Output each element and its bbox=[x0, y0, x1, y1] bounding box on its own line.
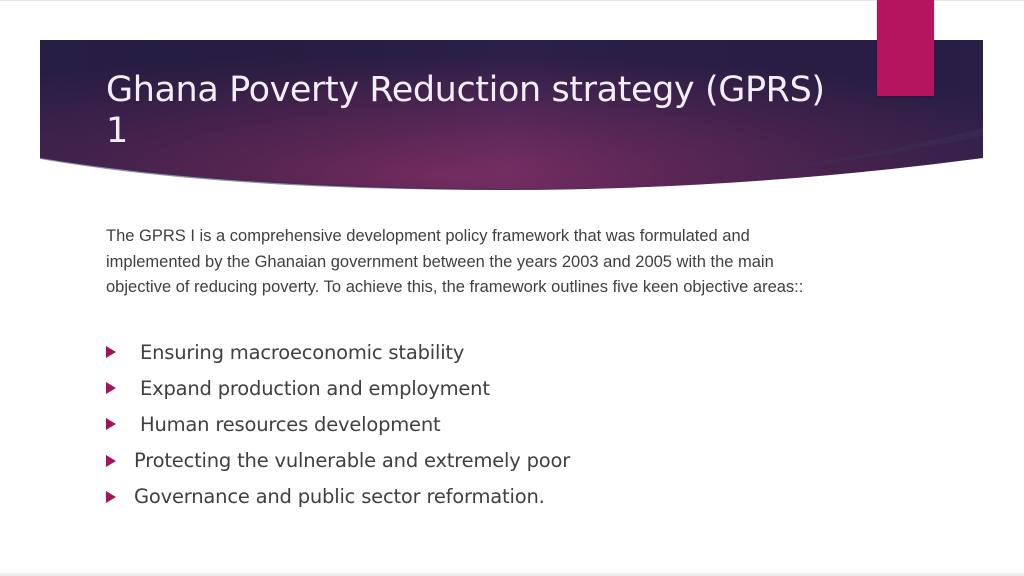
triangle-right-icon bbox=[106, 382, 116, 394]
triangle-right-icon bbox=[106, 418, 116, 430]
triangle-right-icon bbox=[106, 455, 116, 467]
objective-label: Expand production and employment bbox=[140, 376, 490, 400]
objective-label: Governance and public sector reformation. bbox=[134, 485, 545, 509]
objective-label: Protecting the vulnerable and extremely poor bbox=[134, 449, 571, 473]
top-border bbox=[0, 0, 1024, 1]
slide-title: Ghana Poverty Reduction strategy (GPRS) 1 bbox=[106, 70, 825, 151]
list-item bbox=[104, 370, 570, 406]
triangle-right-icon bbox=[106, 346, 116, 358]
objective-label: Human resources development bbox=[140, 412, 441, 436]
objectives-list bbox=[104, 334, 570, 515]
list-item bbox=[104, 479, 570, 515]
accent-tab bbox=[877, 0, 934, 96]
intro-paragraph: The GPRS I is a comprehensive development policy framework that was formulated and implemented by the Ghanaian government between the years 2003 and 2005 with the main objective of reducing poverty. To achieve this, the framework outlines five keen objective areas:: bbox=[106, 227, 804, 296]
triangle-right-icon bbox=[106, 491, 116, 503]
objective-label: Ensuring macroeconomic stability bbox=[140, 340, 465, 364]
list-item bbox=[104, 334, 570, 370]
list-item bbox=[104, 406, 570, 442]
list-item bbox=[104, 443, 570, 479]
